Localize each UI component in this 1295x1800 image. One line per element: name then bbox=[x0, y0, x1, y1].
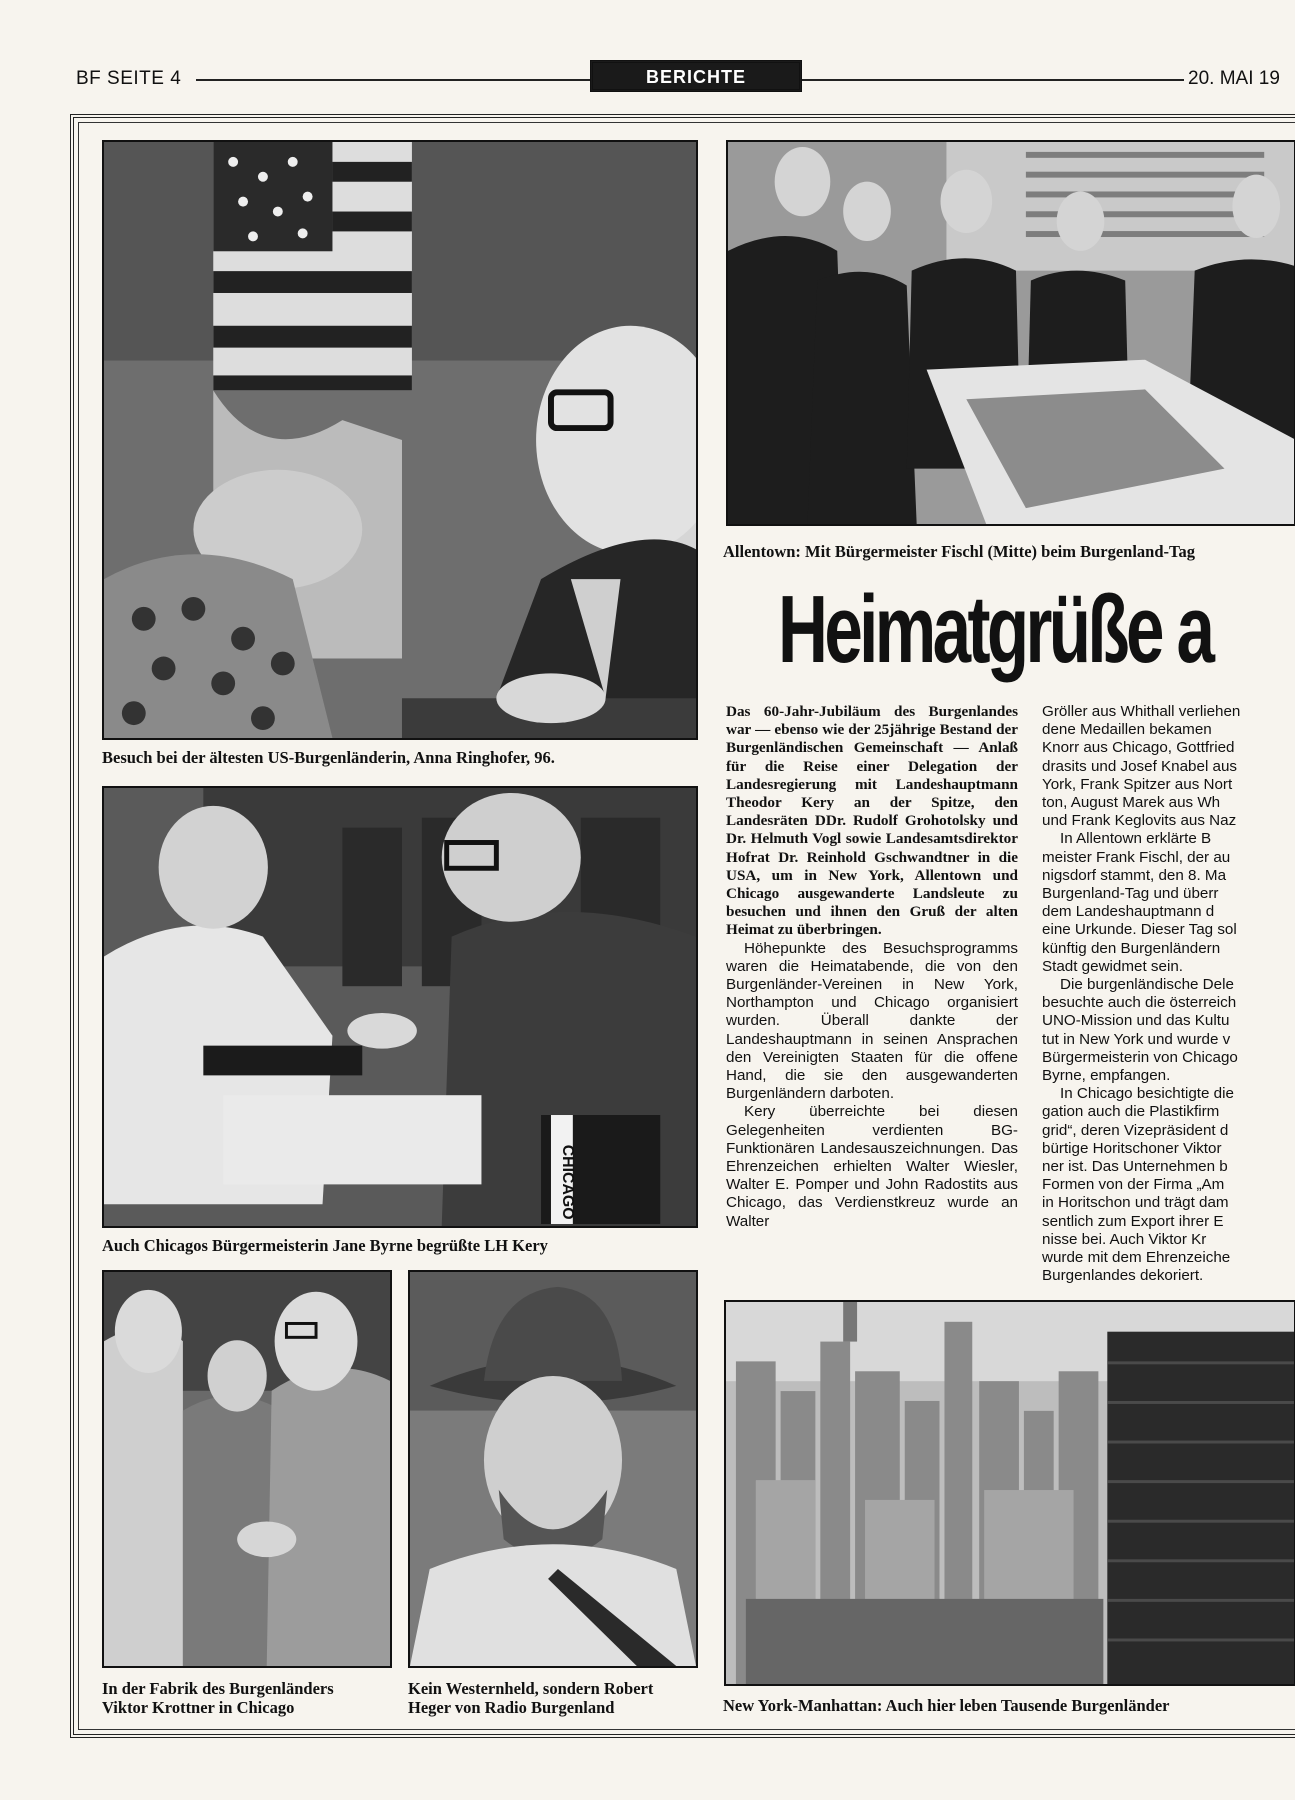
article-paragraph-3: Kery überreichte bei diesen Gelegenheiten verdienten BG-Funktionären Landesauszeichnungen. Das Ehrenzeichen erhielten Walter Wiesler, Walter E. Pomper und John Radostits aus Chicago, das Verdienstkreuz wurde an Walter bbox=[726, 1103, 1018, 1230]
article-line: in Horitschon und trägt dam bbox=[1042, 1194, 1229, 1212]
article-line: Knorr aus Chicago, Gottfried bbox=[1042, 739, 1235, 757]
article-line: Die burgenländische Dele bbox=[1060, 976, 1234, 994]
header-rule-right bbox=[802, 79, 1184, 81]
article-line: künftig den Burgenländern bbox=[1042, 939, 1221, 957]
photo-robert-heger bbox=[408, 1270, 698, 1668]
article-line: In Chicago besichtigte die bbox=[1060, 1085, 1234, 1103]
article-column-1 bbox=[726, 703, 1018, 1278]
article-line: sentlich zum Export ihrer E bbox=[1042, 1212, 1224, 1230]
article-line: tut in New York und wurde v bbox=[1042, 1030, 1231, 1048]
article-line: wurde mit dem Ehrenzeiche bbox=[1042, 1249, 1231, 1267]
article-line: Stadt gewidmet sein. bbox=[1042, 957, 1183, 975]
caption-photo-2: Allentown: Mit Bürgermeister Fischl (Mitte) beim Burgenland-Tag bbox=[723, 542, 1196, 561]
article-line: dem Landeshauptmann d bbox=[1042, 903, 1215, 921]
caption-photo-1: Besuch bei der ältesten US-Burgenländerin, Anna Ringhofer, 96. bbox=[102, 748, 555, 767]
photo-factory-krottner bbox=[102, 1270, 392, 1668]
article-line: Bürgermeisterin von Chicago bbox=[1042, 1048, 1238, 1066]
article-line: gation auch die Plastikfirm bbox=[1042, 1103, 1220, 1121]
article-line: besuchte auch die österreich bbox=[1042, 994, 1237, 1012]
article-line: Burgenland-Tag und überr bbox=[1042, 885, 1219, 903]
section-badge: BERICHTE bbox=[590, 60, 802, 92]
article-line: drasits und Josef Knabel aus bbox=[1042, 757, 1238, 775]
caption-photo-5-line-1: Kein Westernheld, sondern Robert bbox=[408, 1679, 654, 1698]
article-line: York, Frank Spitzer aus Nort bbox=[1042, 775, 1233, 793]
article-line: Gröller aus Whithall verliehen bbox=[1042, 703, 1241, 720]
article-line: Formen von der Firma „Am bbox=[1042, 1176, 1225, 1194]
article-line: dene Medaillen bekamen bbox=[1042, 721, 1212, 739]
article-line: bürtige Horitschoner Viktor bbox=[1042, 1139, 1222, 1157]
article-paragraph-2: Höhepunkte des Besuchsprogramms waren die Heimatabende, die von den Burgenländer-Vereinen in New York, Northampton und Chicago organisiert wurden. Überall dankte der Landeshauptmann in seinen Ansprachen den Vereinigten Staaten für die offene Hand, die sie den ausgewanderten Burgenländern darboten. bbox=[726, 939, 1018, 1103]
article-headline: Heimatgrüße a bbox=[778, 576, 1212, 683]
article-line: eine Urkunde. Dieser Tag sol bbox=[1042, 921, 1237, 939]
article-line: Burgenlandes dekoriert. bbox=[1042, 1267, 1204, 1283]
photo-jane-byrne bbox=[102, 786, 698, 1228]
article-line: ton, August Marek aus Wh bbox=[1042, 794, 1221, 812]
photo-anna-ringhofer bbox=[102, 140, 698, 740]
photo-manhattan-skyline bbox=[724, 1300, 1295, 1686]
folder-label-chicago: CHICAGO bbox=[558, 1144, 576, 1220]
photo-allentown bbox=[726, 140, 1295, 526]
article-line: nigsdorf stammt, den 8. Ma bbox=[1042, 866, 1227, 884]
article-line: meister Frank Fischl, der au bbox=[1042, 848, 1231, 866]
issue-date: 20. MAI 19 bbox=[1188, 68, 1280, 89]
page-label: BF SEITE 4 bbox=[76, 68, 182, 89]
caption-photo-5-line-2: Heger von Radio Burgenland bbox=[408, 1698, 615, 1717]
article-line: Byrne, empfangen. bbox=[1042, 1067, 1171, 1085]
article-line: UNO-Mission und das Kultu bbox=[1042, 1012, 1230, 1030]
article-line: ner ist. Das Unternehmen b bbox=[1042, 1158, 1228, 1176]
article-paragraph-1: Das 60-Jahr-Jubiläum des Burgenlandes war — ebenso wie der 25jährige Bestand der Burgenländischen Gemeinschaft — Anlaß für die Reise einer Delegation der Landesregierung mit Landeshauptmann Theodor Kery an der Spitze, den Landesräten DDr. Rudolf Grohotolsky und Dr. Helmuth Vogl sowie Landesamtsdirektor Hofrat Dr. Reinhold Gschwandtner in die USA, um in New York, Allentown und Chicago ausgewanderte Landsleute zu besuchen und ihnen den Gruß der alten Heimat zu überbringen. bbox=[726, 703, 1018, 939]
caption-photo-4-line-1: In der Fabrik des Burgenländers bbox=[102, 1679, 334, 1698]
caption-photo-4-line-2: Viktor Krottner in Chicago bbox=[102, 1698, 295, 1717]
caption-photo-6: New York-Manhattan: Auch hier leben Tausende Burgenländer bbox=[723, 1696, 1170, 1715]
article-column-2 bbox=[1042, 703, 1290, 1283]
caption-photo-3: Auch Chicagos Bürgermeisterin Jane Byrne begrüßte LH Kery bbox=[102, 1236, 548, 1255]
article-line: In Allentown erklärte B bbox=[1060, 830, 1212, 848]
article-line: und Frank Keglovits aus Naz bbox=[1042, 812, 1237, 830]
article-line: grid“, deren Vizepräsident d bbox=[1042, 1121, 1229, 1139]
header-rule-left bbox=[196, 79, 590, 81]
article-line: nisse bei. Auch Viktor Kr bbox=[1042, 1230, 1207, 1248]
